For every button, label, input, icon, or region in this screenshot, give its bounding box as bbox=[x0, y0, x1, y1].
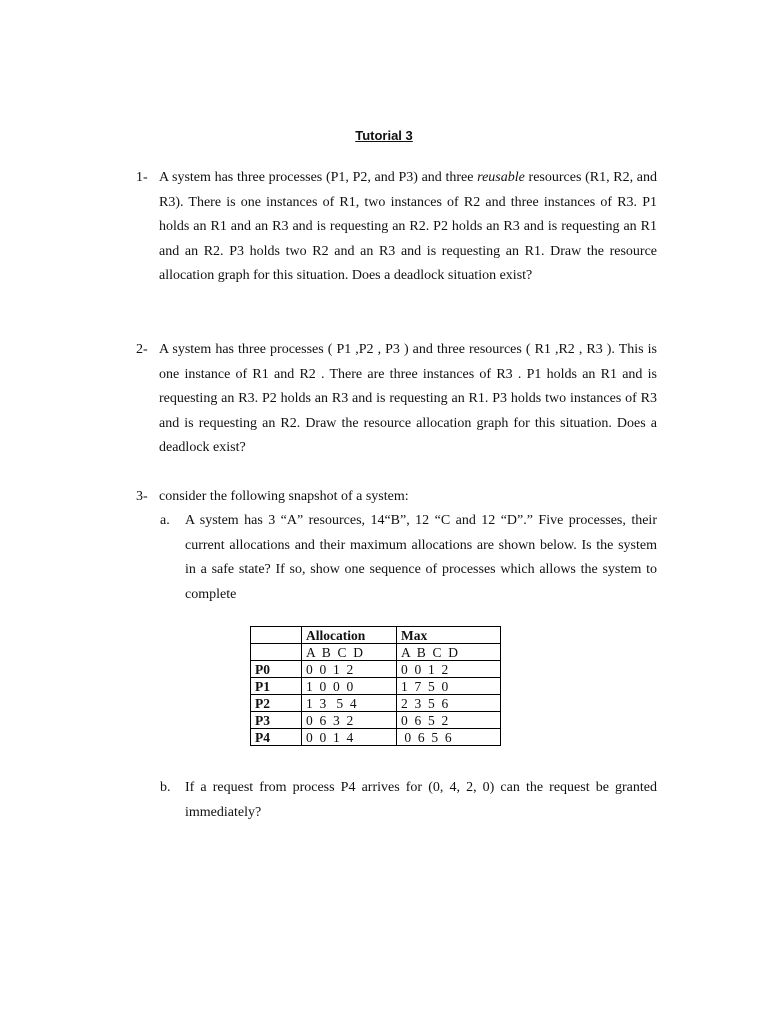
subquestion-a bbox=[160, 509, 657, 607]
table-row bbox=[251, 712, 501, 729]
allocation-cell: 0 0 1 4 bbox=[302, 729, 397, 746]
subquestion-text: A system has 3 “A” resources, 14“B”, 12 “C and 12 “D”.” Five processes, their current allocations and their maximum allocations are shown below. Is the system in a safe state? If so, show one sequence of processes which allows the system to complete bbox=[185, 513, 657, 602]
question-text bbox=[159, 166, 657, 289]
table-row bbox=[251, 661, 501, 678]
question-text-start: A system has three processes (P1, P2, and P3) and three bbox=[159, 170, 478, 185]
table-row bbox=[251, 729, 501, 746]
page-title: Tutorial 3 bbox=[355, 128, 413, 143]
question-number: 3- bbox=[136, 489, 148, 504]
question-2 bbox=[136, 338, 657, 461]
max-cell: 2 3 5 6 bbox=[397, 695, 501, 712]
allocation-cell: 1 0 0 0 bbox=[302, 678, 397, 695]
process-cell: P3 bbox=[251, 712, 302, 729]
question-text: A system has three processes ( P1 ,P2 , P3 ) and three resources ( R1 ,R2 , R3 ). This is one instance of R1 and R2 . There are three instances of R3 . P1 holds an R1 and is requesting an R3. P2 holds an R3 and is requesting an R1. P3 holds two instances of R3 and is requesting an R2. Draw the resource allocation graph for this situation. Does a deadlock exist? bbox=[159, 342, 657, 455]
max-columns: A B C D bbox=[397, 644, 501, 661]
table-header-row bbox=[251, 627, 501, 644]
max-cell: 1 7 5 0 bbox=[397, 678, 501, 695]
max-cell: 0 0 1 2 bbox=[397, 661, 501, 678]
question-number: 1- bbox=[136, 170, 148, 185]
allocation-cell: 1 3 5 4 bbox=[302, 695, 397, 712]
question-text-end: resources (R1, R2, and R3). There is one instances of R1, two instances of R2 and three instances of R3. P1 holds an R1 and an R3 and is requesting an R2. P2 holds an R3 and is requesting an R1 and an R2. P3 holds two R2 and an R3 and is requesting an R1. Draw the resource allocation graph for this situation. Does a deadlock situation exist? bbox=[159, 170, 657, 283]
process-cell: P0 bbox=[251, 661, 302, 678]
allocation-max-table bbox=[250, 626, 501, 746]
subquestion-text: If a request from process P4 arrives for (0, 4, 2, 0) can the request be granted immediately? bbox=[185, 780, 657, 820]
italic-word: reusable bbox=[477, 170, 525, 185]
allocation-columns: A B C D bbox=[302, 644, 397, 661]
question-1 bbox=[136, 166, 657, 289]
question-text: consider the following snapshot of a system: bbox=[159, 489, 409, 504]
max-header: Max bbox=[397, 627, 501, 644]
max-cell: 0 6 5 2 bbox=[397, 712, 501, 729]
allocation-header: Allocation bbox=[302, 627, 397, 644]
question-number: 2- bbox=[136, 342, 148, 357]
table-row bbox=[251, 695, 501, 712]
allocation-cell: 0 6 3 2 bbox=[302, 712, 397, 729]
table-row bbox=[251, 678, 501, 695]
subquestion-b bbox=[160, 776, 657, 825]
subquestion-letter: a. bbox=[160, 513, 170, 528]
question-3 bbox=[136, 485, 657, 510]
max-cell: 0 6 5 6 bbox=[397, 729, 501, 746]
process-cell: P4 bbox=[251, 729, 302, 746]
table-corner-cell bbox=[251, 627, 302, 644]
table-corner-cell bbox=[251, 644, 302, 661]
process-cell: P1 bbox=[251, 678, 302, 695]
subquestion-letter: b. bbox=[160, 780, 171, 795]
table-columns-row bbox=[251, 644, 501, 661]
process-cell: P2 bbox=[251, 695, 302, 712]
allocation-cell: 0 0 1 2 bbox=[302, 661, 397, 678]
